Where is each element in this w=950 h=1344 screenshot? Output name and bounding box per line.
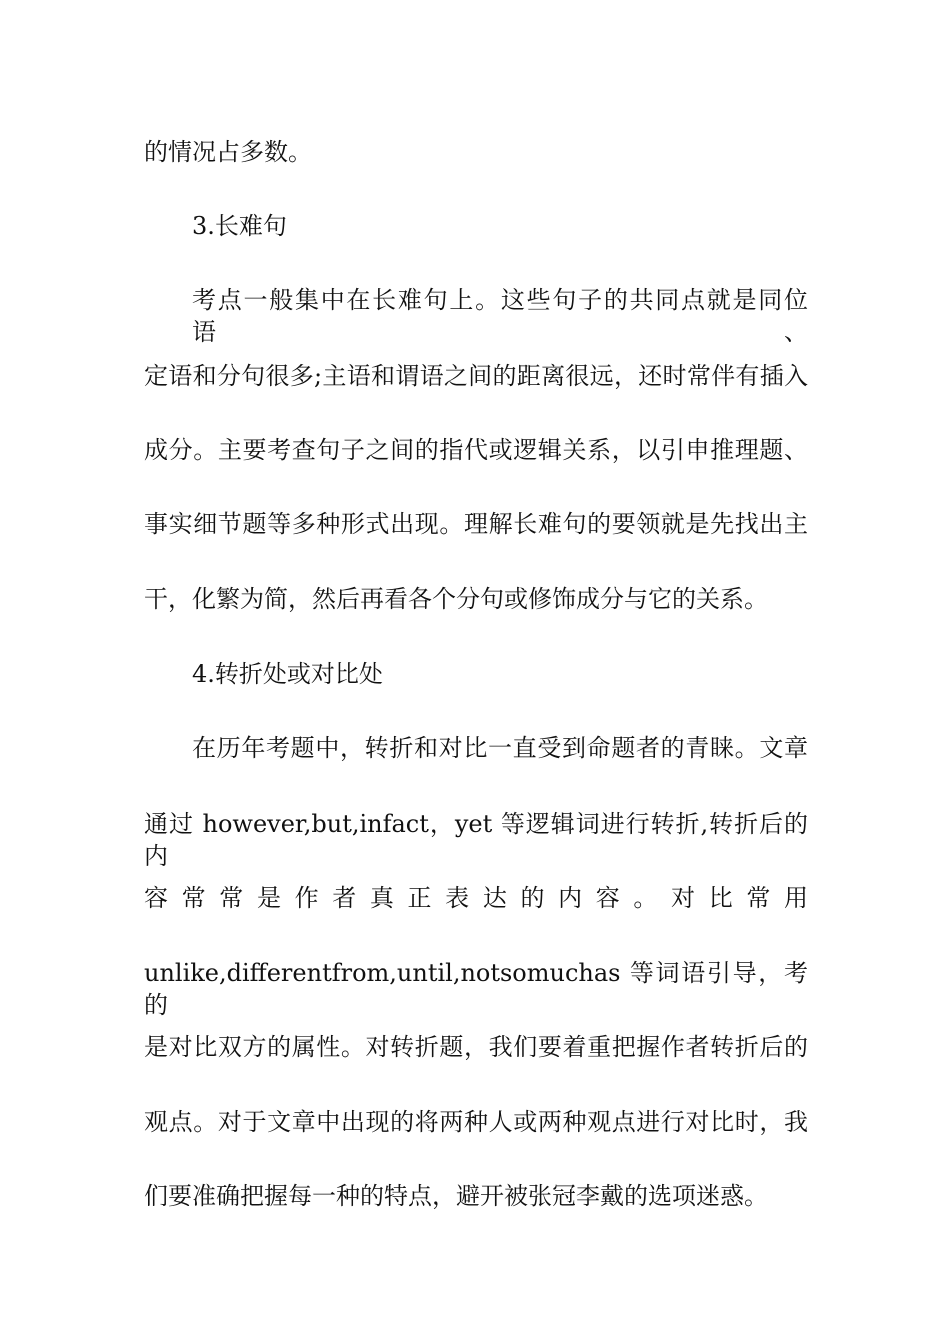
paragraph-line: 干，化繁为简，然后再看各个分句或修饰成分与它的关系。 [144,585,768,613]
paragraph-line: 通过 however,but,infact，yet 等逻辑词进行转折,转折后的内 [144,810,808,870]
paragraph-line: 容 常 常 是 作 者 真 正 表 达 的 内 容 。 对 比 常 用 [144,884,808,912]
paragraph-line: 在历年考题中，转折和对比一直受到命题者的青睐。文章 [192,734,808,762]
paragraph-line: 观点。对于文章中出现的将两种人或两种观点进行对比时，我 [144,1108,808,1136]
paragraph-line: unlike,differentfrom,until,notsomuchas 等词语引导，考的 [144,959,808,1019]
section-heading-long-sentences: 3.长难句 [192,212,287,240]
section-heading-turning-points: 4.转折处或对比处 [192,660,383,688]
paragraph-line: 成分。主要考查句子之间的指代或逻辑关系，以引申推理题、 [144,436,808,464]
paragraph-line: 们要准确把握每一种的特点，避开被张冠李戴的选项迷惑。 [144,1182,768,1210]
paragraph-line: 事实细节题等多种形式出现。理解长难句的要领就是先找出主 [144,510,808,538]
paragraph-line: 定语和分句很多;主语和谓语之间的距离很远，还时常伴有插入 [144,362,808,390]
paragraph-line: 是对比双方的属性。对转折题，我们要着重把握作者转折后的 [144,1033,808,1061]
paragraph-line: 考点一般集中在长难句上。这些句子的共同点就是同位语、 [192,286,808,346]
paragraph-line: 的情况占多数。 [144,138,312,166]
